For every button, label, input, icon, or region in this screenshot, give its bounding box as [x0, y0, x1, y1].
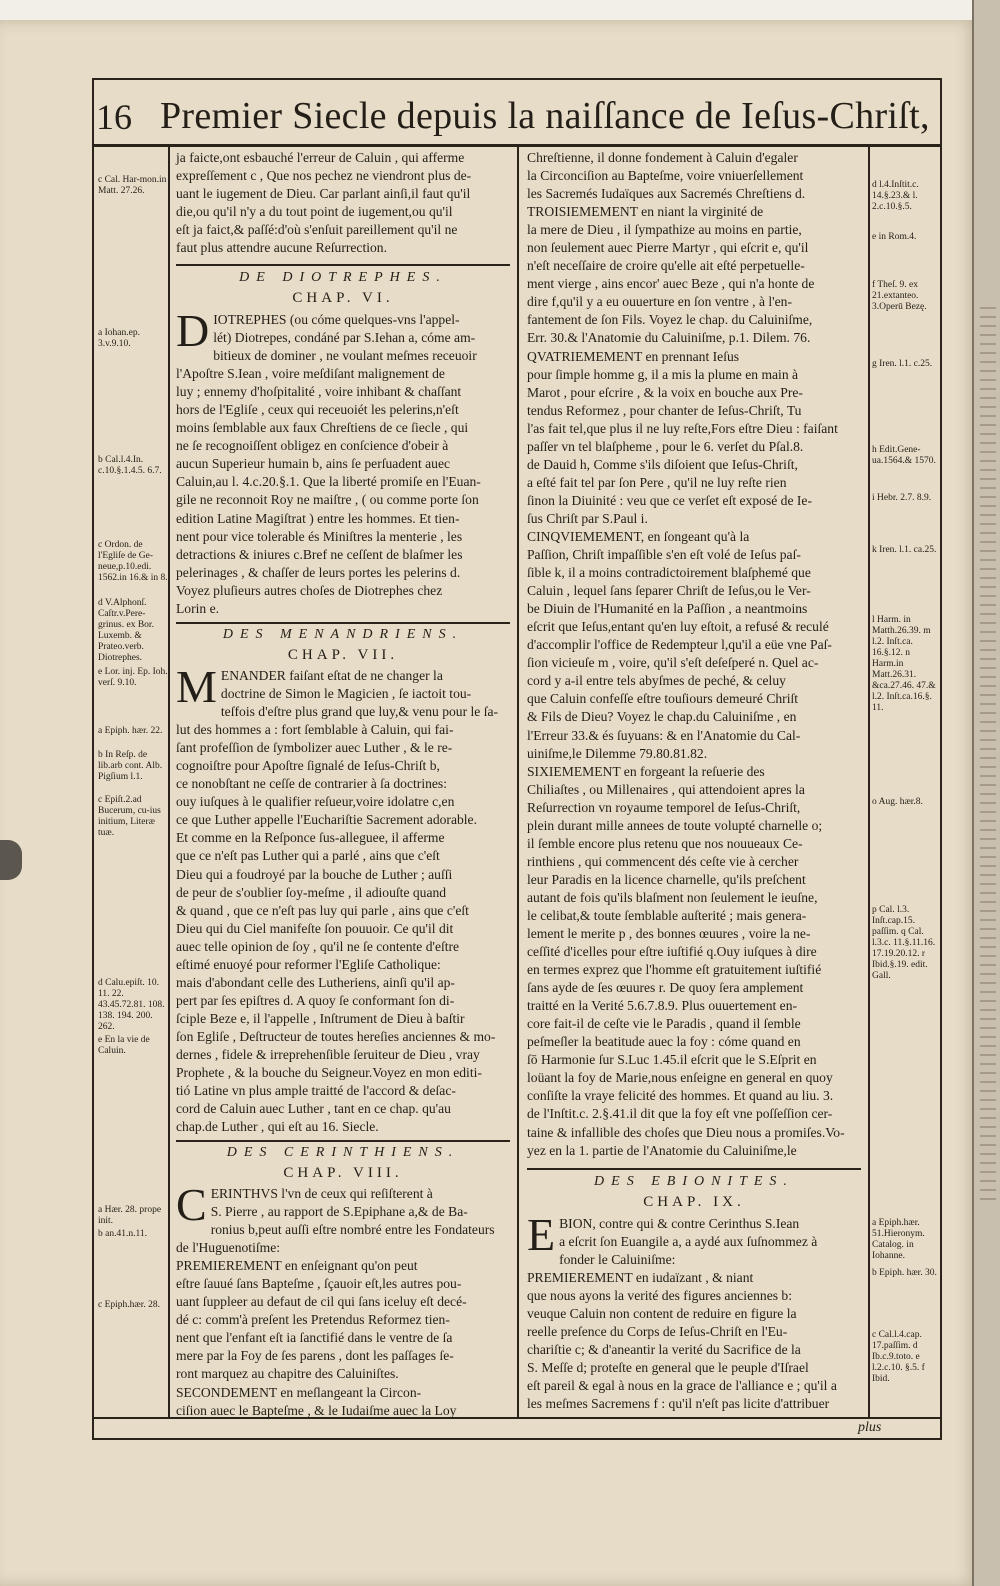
margin-note: i Hebr. 2.7. 8.9. — [872, 493, 932, 503]
text-line: PREMIEREMENT en iudaïzant , & niant — [527, 1270, 754, 1286]
margin-note: d l.4.Inſtit.c. 14.§.23.& l. 2.c.10.§.5. — [872, 180, 919, 212]
section-heading-ebionites: DES EBIONITES. — [594, 1174, 794, 1189]
dropcap: D — [176, 305, 210, 356]
text-line: ront marquez au chapitre des Caluiniſtes. — [176, 1366, 399, 1382]
text-line: Et comme en la Reſponce ſus-alleguee, il afferme — [176, 830, 445, 846]
text-line: uiniſme,le Dilemme 79.80.81.82. — [527, 745, 708, 761]
text-line: core fait-il de ceſte vie le Paradis , quand il ſemble — [527, 1016, 801, 1032]
section-heading-diotrephes: DE DIOTREPHES. — [239, 270, 447, 285]
text-line: ceſſité d'icelles pour eſtre iuſtifié q.Ouy iuſques à dire — [527, 944, 817, 960]
text-line: Marot , pour eſcrire , & la voix en bouche aux Pre- — [527, 384, 803, 400]
text-line: eſcrit que Ieſus,entant qu'en luy eſtoit, a refusé & reculé — [527, 619, 829, 635]
text-line: ERINTHVS l'vn de ceux qui reſiſterent à — [210, 1186, 433, 1201]
text-line: ſible k, il a moins contradictoirement blaſphemé que — [527, 565, 811, 581]
text-line: lét) Diotrepes, condáné par S.Iehan a, cóme am- — [213, 330, 476, 346]
text-line: faut plus attendre aucune Reſurrection. — [176, 240, 387, 256]
text-line: traitté en la Verité 5.6.7.8.9. Plus ouuertement en- — [527, 998, 798, 1014]
text-line: tió Latine vn plus ample traitté de l'accord & deſac- — [176, 1083, 456, 1099]
margin-note: p Cal. l.3. Inſt.cap.15. paſſim. q Cal. l.3.c. 11.§.11.16. 17.19.20.12. r Ibid.§.19. edit. Gall. — [872, 905, 936, 981]
page-number: 16 — [96, 97, 132, 137]
text-line: Paſſion, Chriſt impaſſible s'en eſt volé de Ieſus paſ- — [527, 547, 801, 563]
margin-note: b an.41.n.11. — [98, 1229, 147, 1239]
margin-note: l Harm. in Matth.26.39. m l.2. Inſt.ca. 16.§.12. n Harm.in Matt.26.31. &ca.27.46. 47.& l.2. Inſt.ca.16.§. 11. — [872, 615, 936, 713]
text-line: reelle preſence du Corps de Ieſus-Chriſt en l'Eu- — [527, 1324, 788, 1340]
text-line: eſtimé enuoyé pour reformer l'Egliſe Catholique: — [176, 956, 441, 972]
text-line: cord de Caluin auec Luther , tant en ce chap. qu'au — [176, 1101, 451, 1117]
text-line: de l'Inſtit.c. 2.§.41.il dit que la foy eſt vne poſſeſſion cer- — [527, 1106, 833, 1122]
catchword: plus — [858, 1420, 882, 1435]
text-line: hors de l'Egliſe , ceux qui receuoiét les pelerins,n'eſt — [176, 402, 459, 418]
text-line: uant ſuppleer au defaut de cil qui ſans iceluy eſt decé- — [176, 1294, 467, 1310]
text-line: pert par ſes epiſtres d. A quoy ſe conformant ſon di- — [176, 992, 455, 1008]
text-line: & quand , que ce n'eſt pas luy qui parle , ains que c'eſt — [176, 902, 469, 918]
text-line: IOTREPHES (ou cóme quelques-vns l'appel- — [213, 312, 460, 327]
text-line: chariſtie c; & d'aneantir la verité du Sacrifice de la — [527, 1342, 801, 1358]
section-heading-cerinthiens: DES CERINTHIENS. — [226, 1145, 460, 1160]
text-line: ment vierge , ains encor' auec Beze , qui n'a honte de — [527, 276, 815, 292]
running-title: Premier Siecle depuis la naiſſance de Ieſus-Chriſt, — [160, 95, 930, 137]
text-line: l'Apoſtre S.Iean , voire meſdiſant malignement de — [176, 366, 445, 382]
text-line: Caluin , lequel ſans ſeparer Chriſt de Ieſus,ou le Ver- — [527, 583, 811, 599]
text-line: ne ſe recognoiſſent obligez en conſcience d'obeir à — [176, 438, 449, 454]
next-page-edge — [972, 0, 1000, 1586]
text-line: ouy iuſques à le qualifier reſueur,voire idolatre c,en — [176, 794, 455, 810]
text-line: n'eſt neceſſaire de croire qu'elle ait eſté perpetuelle- — [527, 258, 805, 274]
margin-note: d Calu.epiſt. 10. 11. 22. 43.45.72.81. 108. 138. 194. 200. 262. — [98, 978, 165, 1032]
text-line: fonder le Caluiniſme: — [559, 1252, 676, 1268]
text-line: ſinon la Diuinité : veu que ce verſet eſt exposé de Ie- — [527, 492, 812, 508]
text-line: Caluin,au l. 4.c.20.§.1. Que la liberté promiſe en l'Euan- — [176, 474, 481, 490]
top-rule — [92, 78, 942, 80]
text-line: ciſion auec le Bapteſme , & le Iudaiſme auec la Loy — [176, 1402, 457, 1418]
text-line: ſans ayde de ſes œuures r. De quoy ſera amplement — [527, 980, 804, 996]
text-line: Err. 30.& l'Anatomie du Caluiniſme, p.1. Dilem. 76. — [527, 330, 811, 346]
text-line: a eſté fait tel par ſon Pere , qu'il ne luy reſte rien — [527, 474, 787, 490]
text-line: conſiſte la vraye felicité des hommes. Et quand au liu. 3. — [527, 1088, 834, 1104]
margin-note: b In Reſp. de lib.arb cont. Alb. Pigſium l.1. — [98, 750, 163, 782]
text-line: teſfois d'eſtre plus grand que luy,& venu pour le ſa- — [220, 704, 499, 720]
text-line: Dieu qui du Ciel manifeſte ſon pouuoir. Ce qu'il dit — [176, 920, 454, 936]
text-line: ſant profeſſion de ſymbolizer auec Luther , & le re- — [176, 740, 453, 756]
section-vii-body — [176, 661, 510, 1136]
text-line: expreſſement c , Que nos pechez ne viendront plus de- — [176, 168, 472, 184]
margin-note: a Iohan.ep. 3.v.9.10. — [98, 328, 140, 349]
text-line: Voyez pluſieurs autres choſes de Diotrephes chez — [176, 582, 443, 598]
text-line: Lorin e. — [176, 600, 220, 616]
text-line: cognoiſtre pour Apoſtre ſignalé de Ieſus-Chriſt b, — [176, 758, 440, 774]
chapter-heading-ix: CHAP. IX. — [643, 1194, 745, 1210]
text-line: a eſcrit ſon Euangile a, a aydé aux ſuſnommez à — [559, 1234, 818, 1250]
text-line: lut des hommes a : fort ſemblable à Caluin, qui fai- — [176, 722, 454, 738]
left-frame — [92, 78, 94, 1440]
text-line: l'Erreur 33.& és ſuyuans: & en l'Anatomie du Cal- — [527, 727, 801, 743]
text-line: ſus Chriſt par S.Paul i. — [527, 510, 648, 526]
text-line: plein durant mille annees de toute volupté charnelle o; — [527, 817, 823, 833]
margin-note: o Aug. hær.8. — [872, 797, 923, 807]
text-line: yez en la 1. partie de l'Anatomie du Caluiniſme,le — [527, 1142, 797, 1158]
left-notes-divider — [168, 147, 170, 1417]
text-line: die,ou qu'il n'y a du tout point de iugement,ou qu'il — [176, 204, 453, 220]
text-line: l'as fait tel,que plus il ne luy reſte,Fors eſtre Dieu : faiſant — [527, 420, 838, 436]
section-rule — [176, 264, 510, 266]
text-line: & Fils de Dieu? Voyez le chap.du Caluiniſme , en — [527, 709, 797, 725]
text-line: il ſemble encore plus retenu que nos nouueaux Ce- — [527, 835, 803, 851]
text-line: S. Pierre , au rapport de S.Epiphane a,& de Ba- — [210, 1204, 468, 1220]
margin-note: a Epiph.hær. 51.Hieronym. Catalog. in Iohanne. — [872, 1218, 925, 1261]
chapter-heading-viii: CHAP. VIII. — [283, 1165, 403, 1181]
margin-note: c Epiſt.2.ad Bucerum, cu-ius initium, Literæ tuæ. — [98, 795, 161, 838]
text-line: aucun Superieur humain b, ains ſe perſuadent auec — [176, 456, 451, 472]
text-line: paſſer vn tel blaſpheme , pour le 6. verſet du Pſal.8. — [527, 438, 804, 454]
margin-note: c Ordon. de l'Egliſe de Ge-neue,p.10.edi. 1562.in 16.& in 8. — [98, 540, 168, 583]
text-line: pour ſimple homme g, il a mis la plume en main à — [527, 366, 799, 382]
margin-note: c Cal.l.4.cap. 17.paſſim. d Ib.c.9.toto. e l.2.c.10. §.5. f Ibid. — [872, 1330, 925, 1384]
margin-note: k Iren. l.1. ca.25. — [872, 545, 937, 555]
text-line: chap.de Luther , qui eſt au 16. Siecle. — [176, 1119, 379, 1135]
column-divider — [517, 147, 519, 1417]
text-line: lement le merite p , des bonnes œuures , voire la ne- — [527, 926, 811, 942]
text-line: non ſeulement auec Pierre Martyr , qui eſcrit e, qu'il — [527, 240, 809, 256]
text-line: de Dauid h, Comme s'ils diſoient que Ieſus-Chriſt, — [527, 456, 798, 472]
text-line: dé c: comm'à preſent les Pretendus Reformez tien- — [176, 1312, 450, 1328]
section-heading-menandriens: DES MENANDRIENS. — [222, 627, 464, 642]
text-line: cord y a-il entre tels abyſmes de peché, & celuy — [527, 673, 786, 689]
text-line: SECONDEMENT en meſlangeant la Circon- — [176, 1384, 422, 1400]
section-rule — [176, 1140, 510, 1142]
text-line: les meſmes Sacremens f : qu'il n'eſt pas licite d'attribuer — [527, 1396, 830, 1412]
text-line: ce que Luther appelle l'Euchariſtie Sacrement adorable. — [176, 812, 477, 828]
text-line: eſt pareil & egal à nous en la grace de l'alliance e ; qu'il a — [527, 1378, 837, 1394]
text-line: Reſurrection vn royaume temporel de Ieſus-Chriſt, — [527, 799, 801, 815]
text-line: ſciple Beze e, il l'appelle , Inſtrument de Dieu à baſtir — [176, 1010, 465, 1026]
text-line: en termes exprez que l'homme eſt gratuitement iuſtifié — [527, 962, 822, 978]
margin-note: e Lor. inj. Ep. Ioh. verſ. 9.10. — [98, 667, 168, 688]
text-line: BION, contre qui & contre Cerinthus S.Iean — [559, 1216, 800, 1231]
margin-note: a Hær. 28. prope init. — [98, 1205, 162, 1226]
text-line: leur Paradis en la licence charnelle, qu'ils preſchent — [527, 871, 806, 887]
right-column-body — [527, 149, 861, 1160]
section-rule — [527, 1168, 861, 1170]
text-line: Dieu qui a foudroyé par la bouche de Luther ; auſſi — [176, 866, 453, 882]
left-column-intro — [176, 149, 510, 257]
text-line: uant le iugement de Dieu. Car parlant ainſi,il faut qu'il — [176, 186, 471, 202]
text-line: luy ; ennemy d'hoſpitalité , voire inhibant & chaſſant — [176, 384, 462, 400]
text-line: d'accomplir l'office de Redempteur l,qu'il a eüe vne Paſ- — [527, 637, 832, 653]
text-line: nent que l'enfant eſt ia ſanctifié dans le ventre de ſa — [176, 1330, 453, 1346]
margin-note: b Cal.l.4.In. c.10.§.1.4.5. 6.7. — [98, 455, 162, 476]
text-line: les Sacremés Iudaïques aux Sacremés Chreſtiens d. — [527, 186, 806, 202]
dropcap: M — [176, 661, 217, 712]
margin-note: h Edit.Gene-ua.1564.& 1570. — [872, 445, 936, 466]
section-ix-body — [527, 1209, 861, 1414]
text-line: eſtre ſauué ſans Bapteſme , ſçauoir eſt,les autres pou- — [176, 1276, 462, 1292]
section-vi-body — [176, 305, 510, 618]
text-line: gile ne reconnoit Roy ne maiſtre , ( ou comme porte ſon — [176, 492, 479, 508]
text-line: veuque Caluin non content de reduire en figure la — [527, 1306, 797, 1322]
text-line: mere par la Foy de ſes parens , dont les paſſages ſe- — [176, 1348, 454, 1364]
margin-note: g Iren. l.1. c.25. — [872, 359, 933, 369]
margin-note: e En la vie de Caluin. — [98, 1035, 150, 1056]
margin-note: c Epiph.hær. 28. — [98, 1300, 161, 1310]
text-line: CINQVIEMEMENT, en ſongeant qu'à la — [527, 528, 750, 544]
margin-note: f Theſ. 9. ex 21.extanteo. 3.Operū Bezę. — [872, 280, 927, 312]
text-line: tendus Reformez , pour chanter de Ieſus-Chriſt, Tu — [527, 402, 802, 418]
text-line: nent pour vice tolerable és Miniſtres la menterie , les — [176, 528, 463, 544]
text-line: taine & infallible des choſes que Dieu nous a promiſes.Vo- — [527, 1124, 845, 1140]
dropcap: E — [527, 1209, 556, 1260]
chapter-heading-vii: CHAP. VII. — [287, 647, 399, 663]
text-line: que nous ayons la verité des figures anciennes b: — [527, 1288, 792, 1304]
scan-clip — [0, 840, 22, 880]
margin-note: a Epiph. hær. 22. — [98, 726, 163, 736]
text-line: fantement de ſon Fils. Voyez le chap. du Caluiniſme, — [527, 312, 813, 328]
text-line: Prophete , & la bouche du Seigneur.Voyez en mon editi- — [176, 1065, 482, 1081]
text-line: rinthiens , qui commencent dés ceſte vie à cercher — [527, 853, 799, 869]
text-line: QVATRIEMEMENT en prennant Ieſus — [527, 348, 740, 364]
text-line: autant de fois qu'ils blaſment non ſeulement le ieuſne, — [527, 889, 818, 905]
text-line: ja faicte,ont esbauché l'erreur de Caluin , qui afferme — [176, 150, 465, 165]
text-line: la mere de Dieu , il ſympathize au moins en partie, — [527, 222, 802, 238]
text-line: detractions & iniures c.Bref ne ceſſent de blaſmer les — [176, 546, 463, 562]
text-line: bitieux de dominer , ne voulant meſmes receuoir — [213, 348, 477, 364]
text-line: dernes , fidele & irreprehenſible ſeruiteur de Dieu , vray — [176, 1046, 480, 1062]
dropcap: C — [176, 1179, 207, 1230]
text-line: ſon Egliſe , Deſtructeur de toutes hereſies anciennes & mo- — [176, 1028, 496, 1044]
section-rule — [176, 622, 510, 624]
text-line: ronius b,peut auſſi eſtre nombré entre les Fondateurs — [210, 1222, 495, 1238]
text-line: ce nonobſtant ne ceſſe de contrarier à ſa doctrines: — [176, 776, 447, 792]
text-line: moins ſemblable aux faux Chreſtiens de ce ſiecle , qui — [176, 420, 469, 436]
text-line: le celibat,& toute ſemblable auſterité ; mais genera- — [527, 907, 807, 923]
margin-note: c Cal. Har-mon.in Matt. 27.26. — [98, 175, 167, 196]
text-line: eſt ja faict,& paſſé:d'où s'enſuit pareillement qu'il ne — [176, 222, 458, 238]
text-line: doctrine de Simon le Magicien , ſe iactoit tou- — [220, 686, 472, 702]
text-line: dire f,qu'il y a eu ouuerture en ſon ventre , à l'en- — [527, 294, 792, 310]
text-line: ſō Harmonie ſur S.Luc 1.45.il eſcrit que le S.Eſprit en — [527, 1052, 817, 1068]
text-line: S. Meſſe d; proteſte en general que le peuple d'Iſrael — [527, 1360, 809, 1376]
margin-note: b Epiph. hær. 30. — [872, 1268, 937, 1278]
text-line: peſmeſler la beatitude auec la foy : cóme quand en — [527, 1034, 801, 1050]
right-notes-divider — [868, 147, 870, 1417]
chapter-heading-vi: CHAP. VI. — [292, 290, 394, 306]
text-line: ſion vicieuſe m , voire, qu'il s'eſt deſeſperé n. Quel ac- — [527, 655, 819, 671]
text-line: TROISIEMEMENT en niant la virginité de — [527, 204, 764, 220]
text-line: la Circonciſion au Bapteſme, voire vniuerſellement — [527, 168, 804, 184]
text-line: que Caluin confeſſe eſtre touſiours demeuré Chriſt — [527, 691, 799, 707]
text-line: pelerinages , & chaſſer de leurs portes les pelerins d. — [176, 564, 461, 580]
margin-note: d V.Alphonſ. Caſtr.v.Pere-grinus. ex Bor. Luxemb. & Prateo.verb. Diotrephes. — [98, 598, 154, 663]
text-line: loüant la foy de Marie,nous enſeigne en general en quoy — [527, 1070, 833, 1086]
text-line: de peur de s'oublier ſoy-meſme , il adiouſte quand — [176, 884, 447, 900]
text-line: edition Latine Magiſtrat ) entre les hommes. Et tien- — [176, 510, 460, 526]
text-line: de l'Huguenotiſme: — [176, 1240, 281, 1256]
text-line: PREMIEREMENT en enſeignant qu'on peut — [176, 1258, 418, 1274]
margin-note: e in Rom.4. — [872, 232, 917, 242]
text-line: que ce n'eſt pas Luther qui a parlé , ains que c'eſt — [176, 848, 440, 864]
section-viii-body — [176, 1179, 510, 1420]
text-line: be Diuin de l'Humanité en la Paſſion , a neantmoins — [527, 601, 808, 617]
text-line: SIXIEMEMENT en forgeant la reſuerie des — [527, 763, 765, 779]
text-line: ENANDER faiſant eſtat de ne changer la — [220, 668, 443, 683]
text-line: Chiliaſtes , ou Millenaires , qui attendoient apres la — [527, 781, 805, 797]
text-line: mais d'abondant celle des Lutheriens, ainſi qu'il ap- — [176, 974, 455, 990]
text-line: auec telle opinion de ſoy , qu'il ne ſe contente d'eſtre — [176, 938, 460, 954]
text-line: Chreſtienne, il donne fondement à Caluin d'egaler — [527, 150, 798, 165]
bottom-rule-2 — [92, 1438, 942, 1440]
